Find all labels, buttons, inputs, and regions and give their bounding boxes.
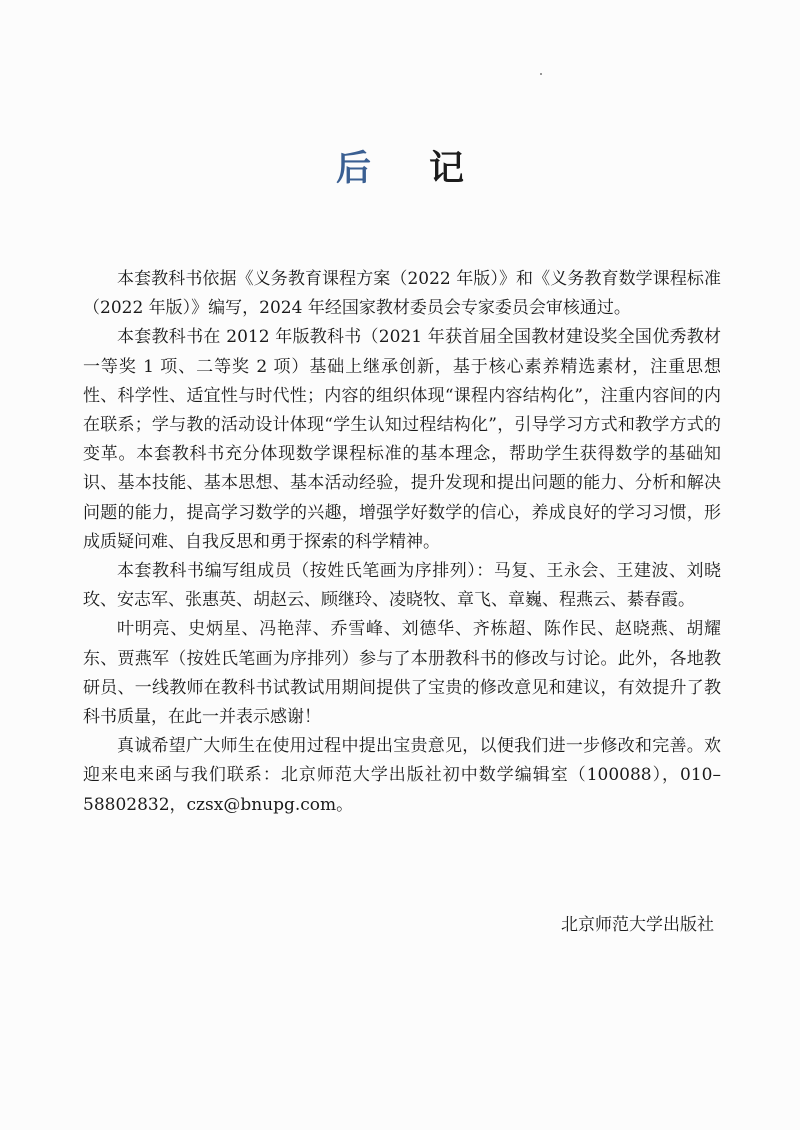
paragraph-acknowledgements: 叶明亮、史炳星、冯艳萍、乔雪峰、刘德华、齐栋超、陈作民、赵晓燕、胡耀东、贾燕军（按姓氏笔画为序排列）参与了本册教科书的修改与讨论。此外，各地教研员、一线教师在教科书试教试用期间提供了宝贵的修改意见和建议，有效提升了教科书质量，在此一并表示感谢！	[83, 619, 721, 728]
paragraph-contact-info: 真诚希望广大师生在使用过程中提出宝贵意见，以便我们进一步修改和完善。欢迎来电来函与我们联系：北京师范大学出版社初中数学编辑室（100088），010–58802832，czsx@bnupg.com。	[83, 736, 721, 815]
afterword-body	[83, 265, 721, 820]
paragraph-curriculum-basis: 本套教科书依据《义务教育课程方案（2022 年版）》和《义务教育数学课程标准（2022 年版）》编写，2024 年经国家教材委员会专家委员会审核通过。	[83, 269, 721, 319]
paragraph-textbook-features: 本套教科书在 2012 年版教科书（2021 年获首届全国教材建设奖全国优秀教材一等奖 1 项、二等奖 2 项）基础上继承创新，基于核心素养精选素材，注重思想性、科学性、适宜性与时代性；内容的组织体现“课程内容结构化”，注重内容间的内在联系；学与教的活动设计体现“学生认知过程结构化”，引导学习方式和教学方式的变革。本套教科书充分体现数学课程标准的基本理念，帮助学生获得数学的基础知识、基本技能、基本思想、基本活动经验，提升发现和提出问题的能力、分析和解决问题的能力，提高学习数学的兴趣，增强学好数学的信心，养成良好的学习习惯，形成质疑问难、自我反思和勇于探索的科学精神。	[83, 327, 721, 552]
publisher-signature: 北京师范大学出版社	[561, 915, 714, 935]
page-title-char-2: 记	[429, 149, 465, 189]
page-title-char-1: 后	[335, 149, 371, 189]
paragraph-editorial-team: 本套教科书编写组成员（按姓氏笔画为序排列）：马复、王永会、王建波、刘晓玫、安志军、张惠英、胡赵云、顾继玲、凌晓牧、章飞、章巍、程燕云、綦春霞。	[83, 561, 721, 611]
page-title	[0, 147, 800, 191]
scan-speck	[540, 73, 542, 75]
